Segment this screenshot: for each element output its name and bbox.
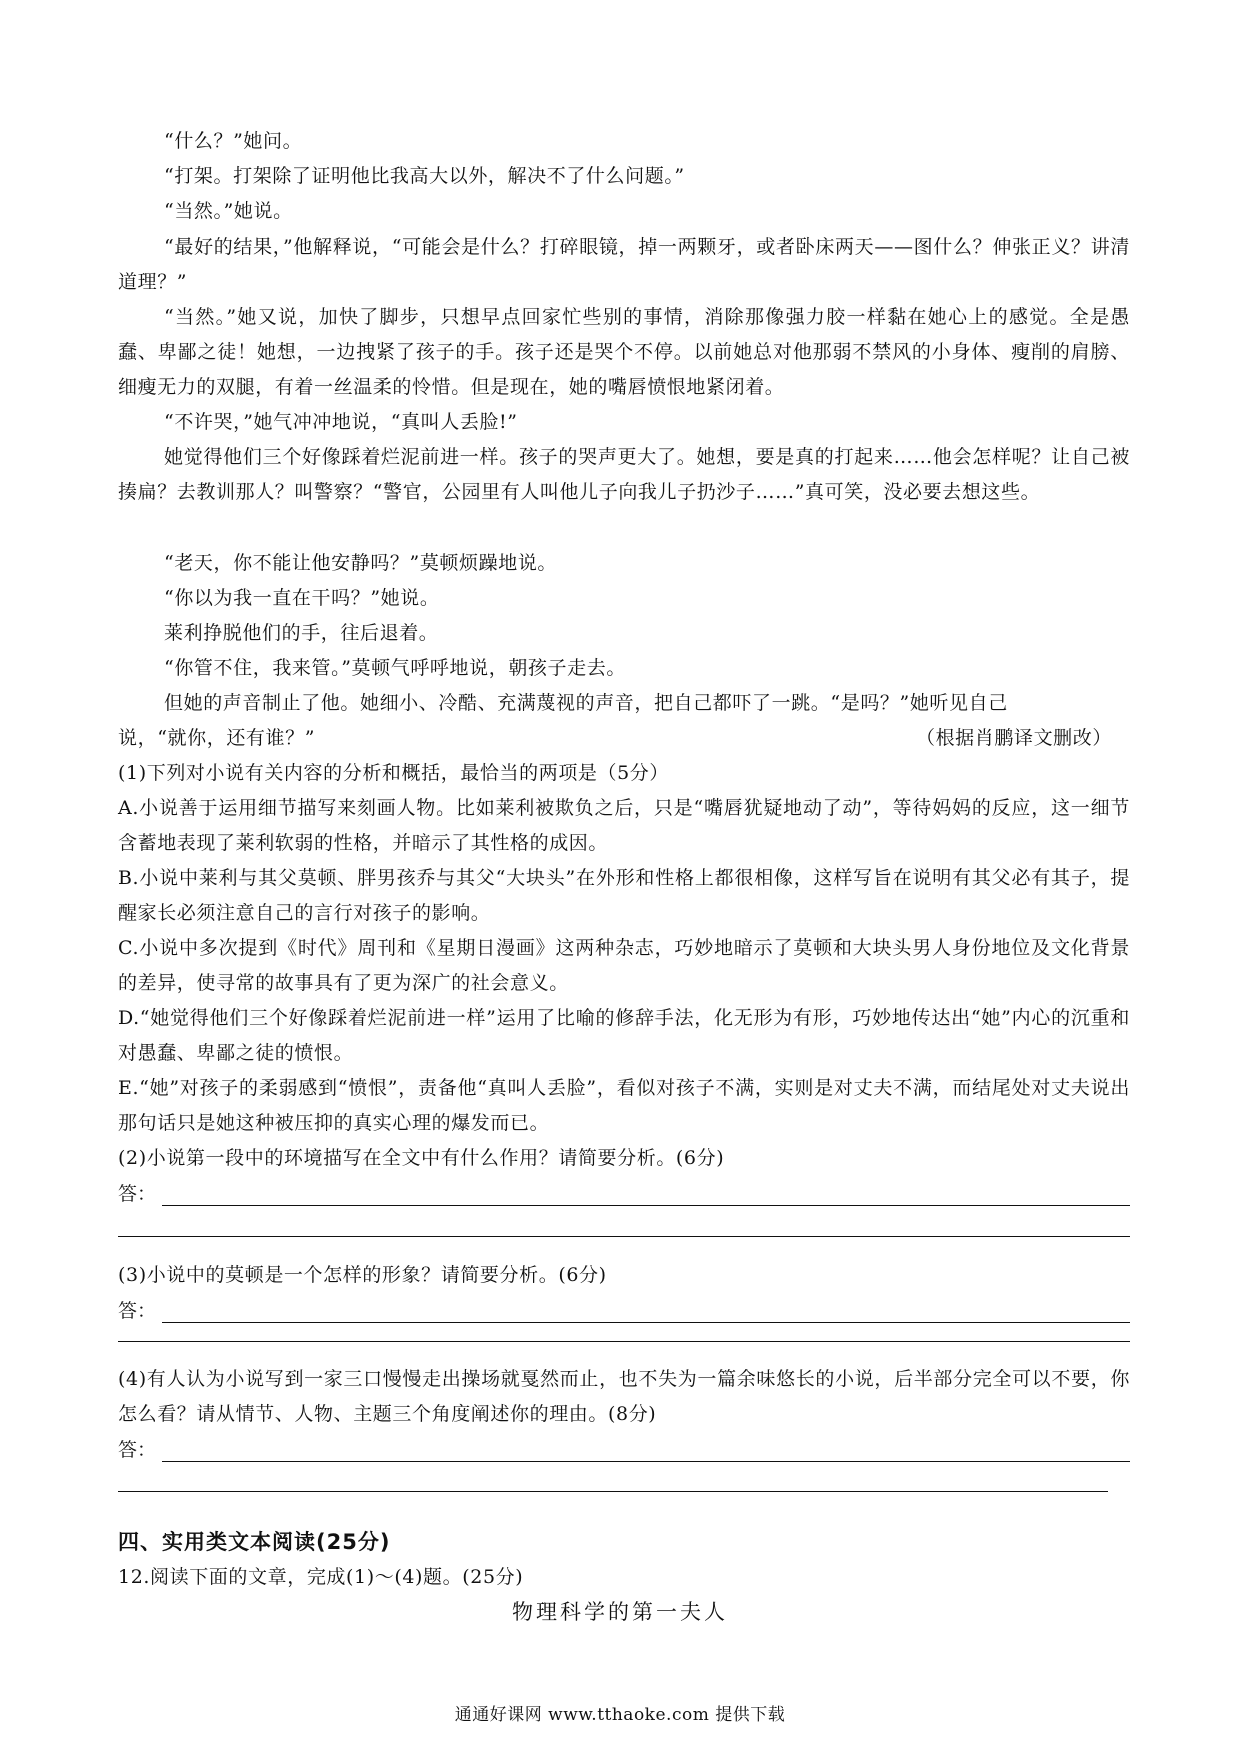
story-paragraph: “不许哭，”她气冲冲地说，“真叫人丢脸!” bbox=[164, 411, 518, 433]
option-b: B.小说中莱利与其父莫顿、胖男孩乔与其父“大块头”在外形和性格上都很相像，这样写旨在说明有其父必有其子，提醒家长必须注意自己的言行对孩子的影响。 bbox=[118, 867, 1130, 924]
answer-line bbox=[162, 1461, 1130, 1462]
story-paragraph-tail: 说，“就你，还有谁？” bbox=[118, 727, 316, 749]
story-paragraph: “你以为我一直在干吗？”她说。 bbox=[164, 587, 440, 609]
option-a: A.小说善于运用细节描写来刻画人物。比如莱利被欺负之后，只是“嘴唇犹疑地动了动”，等待妈妈的反应，这一细节含蓄地表现了莱利软弱的性格，并暗示了其性格的成因。 bbox=[118, 797, 1130, 854]
option-c: C.小说中多次提到《时代》周刊和《星期日漫画》这两种杂志，巧妙地暗示了莫顿和大块头男人身份地位及文化背景的差异，使寻常的故事具有了更为深广的社会意义。 bbox=[118, 937, 1130, 994]
story-paragraph: “当然。”她又说，加快了脚步，只想早点回家忙些别的事情，消除那像强力胶一样黏在她心上的感觉。全是愚蠢、卑鄙之徒！她想，一边拽紧了孩子的手。孩子还是哭个不停。以前她总对他那弱不禁风的小身体、瘦削的肩膀、细瘦无力的双腿，有着一丝温柔的怜惜。但是现在，她的嘴唇愤恨地紧闭着。 bbox=[118, 306, 1130, 398]
story-paragraph: “你管不住，我来管。”莫顿气呼呼地说，朝孩子走去。 bbox=[164, 657, 626, 679]
story-paragraph: “什么？”她问。 bbox=[164, 130, 303, 152]
story-paragraph: “最好的结果，”他解释说，“可能会是什么？打碎眼镜，掉一两颗牙，或者卧床两天——图什么？伸张正义？讲清道理？” bbox=[118, 236, 1130, 293]
answer-field-q4[interactable] bbox=[118, 1432, 1130, 1468]
answer-line bbox=[162, 1205, 1130, 1206]
question-2: (2)小说第一段中的环境描写在全文中有什么作用？请简要分析。(6分) bbox=[118, 1147, 725, 1169]
option-d: D.“她觉得他们三个好像踩着烂泥前进一样”运用了比喻的修辞手法，化无形为有形，巧妙地传达出“她”内心的沉重和对愚蠢、卑鄙之徒的愤恨。 bbox=[118, 1007, 1130, 1064]
question-4: (4)有人认为小说写到一家三口慢慢走出操场就戛然而止，也不失为一篇余味悠长的小说，后半部分完全可以不要，你怎么看？请从情节、人物、主题三个角度阐述你的理由。(8分) bbox=[118, 1368, 1130, 1425]
story-paragraph-end bbox=[118, 721, 1130, 756]
story-paragraph: 但她的声音制止了他。她细小、冷酷、充满蔑视的声音，把自己都吓了一跳。“是吗？”她听见自己 bbox=[164, 692, 1008, 714]
question-12: 12.阅读下面的文章，完成(1)～(4)题。(25分) bbox=[118, 1566, 524, 1588]
answer-line-q3-2[interactable] bbox=[118, 1341, 1130, 1342]
answer-field-q2[interactable] bbox=[118, 1176, 1130, 1212]
answer-label: 答： bbox=[118, 1439, 157, 1461]
section-divider bbox=[118, 1491, 1108, 1492]
question-1: (1)下列对小说有关内容的分析和概括，最恰当的两项是（5分） bbox=[118, 762, 670, 784]
answer-field-q3[interactable] bbox=[118, 1293, 1130, 1329]
answer-line-q2-2[interactable] bbox=[118, 1236, 1130, 1237]
story-paragraph: “当然。”她说。 bbox=[164, 200, 293, 222]
option-e: E.“她”对孩子的柔弱感到“愤恨”，责备他“真叫人丢脸”，看似对孩子不满，实则是对丈夫不满，而结尾处对丈夫说出那句话只是她这种被压抑的真实心理的爆发而已。 bbox=[118, 1077, 1130, 1134]
story-paragraph: “打架。打架除了证明他比我高大以外，解决不了什么问题。” bbox=[164, 165, 685, 187]
answer-label: 答： bbox=[118, 1183, 157, 1205]
story-paragraph: 莱利挣脱他们的手，往后退着。 bbox=[164, 622, 439, 644]
answer-label: 答： bbox=[118, 1300, 157, 1322]
section-heading: 四、实用类文本阅读(25分) bbox=[118, 1530, 391, 1554]
article-title: 物理科学的第一夫人 bbox=[512, 1600, 728, 1624]
story-paragraph: “老天，你不能让他安静吗？”莫顿烦躁地说。 bbox=[164, 552, 558, 574]
source-note: （根据肖鹏译文删改） bbox=[915, 727, 1112, 749]
footer: 通通好课网 www.tthaoke.com 提供下载 bbox=[454, 1705, 786, 1725]
answer-line bbox=[162, 1322, 1130, 1323]
story-paragraph: 她觉得他们三个好像踩着烂泥前进一样。孩子的哭声更大了。她想，要是真的打起来……他会怎样呢？让自己被揍扁？去教训那人？叫警察？“警官，公园里有人叫他儿子向我儿子扔沙子……”真可笑，没必要去想这些。 bbox=[118, 446, 1130, 503]
question-3: (3)小说中的莫顿是一个怎样的形象？请简要分析。(6分) bbox=[118, 1264, 607, 1286]
